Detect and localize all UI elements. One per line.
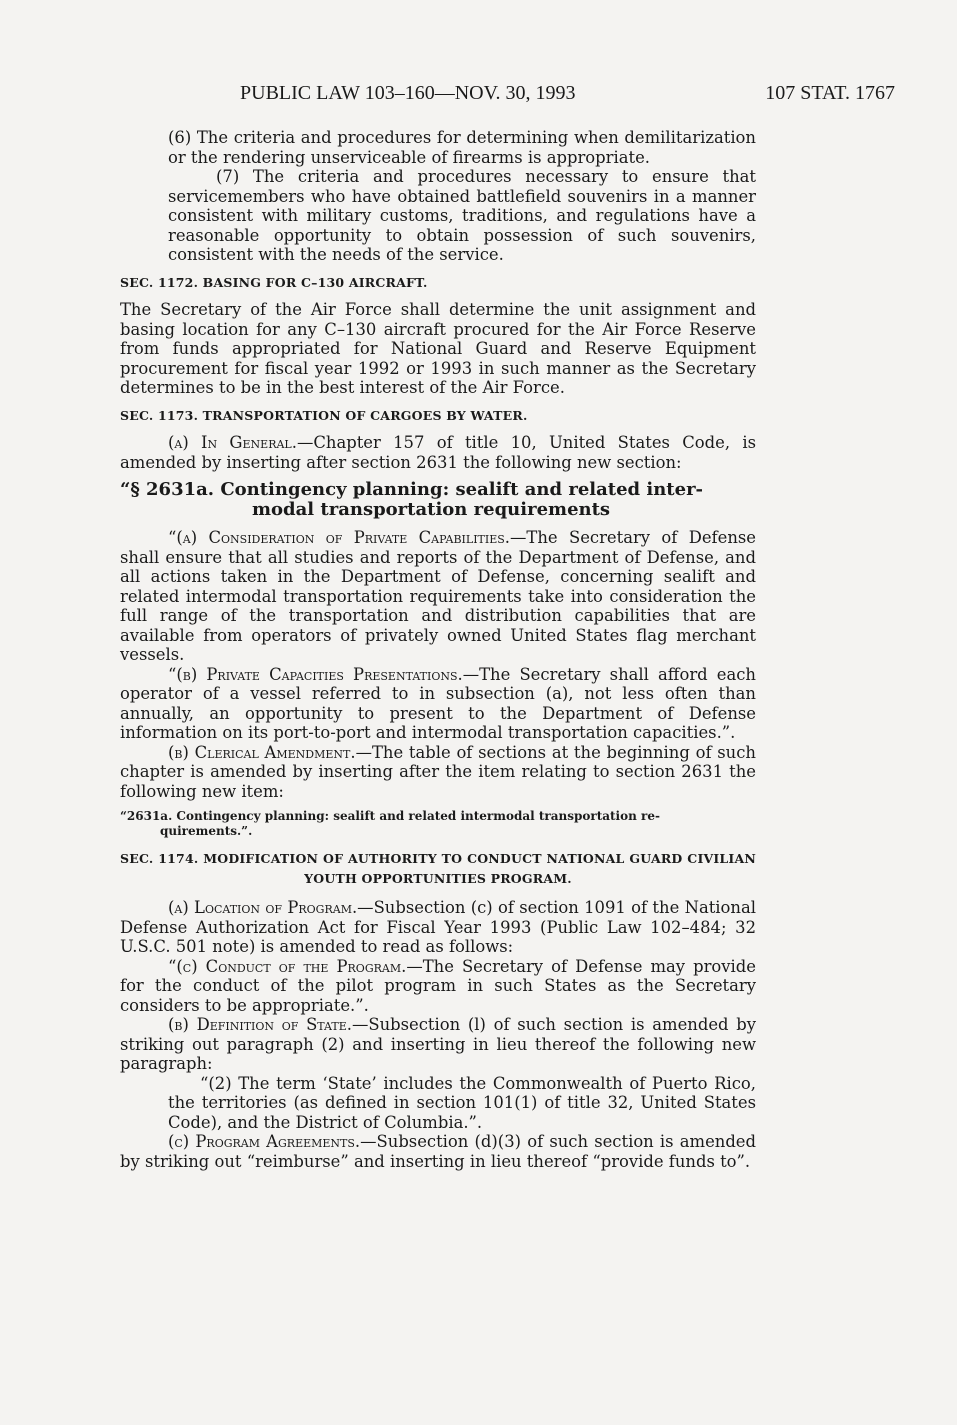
section-2631a-b-text: —The Secretary shall afford each operator of a vessel referred to in subsection (a), not less often than annually, an opportunity to present to the Department of Defense information on its port-to-port and intermodal transportation capacities.”. xyxy=(120,664,756,742)
paragraph-6: (6) The criteria and procedures for determining when demilitarization or the rendering unserviceable of firearms is appropriate. xyxy=(168,128,756,167)
section-1174-a xyxy=(120,898,756,957)
section-1173-a xyxy=(120,433,756,472)
section-2631a-a xyxy=(120,528,756,665)
section-1174-b-quote: “(2) The term ‘State’ includes the Commonwealth of Puerto Rico, the territories (as defined in section 101(1) of title 32, United States Code), and the District of Columbia.”. xyxy=(168,1073,756,1132)
section-1174-b-text: —Subsection (l) of such section is amended by striking out paragraph (2) and inserting in lieu thereof the following new paragraph: xyxy=(120,1015,756,1073)
section-2631a-b xyxy=(120,665,756,743)
section-1173-heading: SEC. 1173. TRANSPORTATION OF CARGOES BY WATER. xyxy=(120,407,528,423)
section-1174-c-text: —Subsection (d)(3) of such section is amended by striking out “reimburse” and inserting in lieu thereof “provide funds to”. xyxy=(120,1132,757,1171)
section-2631a-a-text: —The Secretary of Defense shall ensure that all studies and reports of the Department of Defense, and all actions taken in the Department of Defense, concerning sealift and related intermodal transportation requirements take into consideration the full range of the transportation and distribution capabilities that are available from operators of privately owned United States flag merchant vessels. xyxy=(120,528,756,664)
section-1174-heading: SEC. 1174. MODIFICATION OF AUTHORITY TO CONDUCT NATIONAL GUARD CIVILIAN YOUTH OPPORTUNITIES PROGRAM. xyxy=(120,851,756,886)
section-1173-a-text: —Chapter 157 of title 10, United States Code, is amended by inserting after section 2631 the following new section: xyxy=(120,433,756,472)
header-citation: PUBLIC LAW 103–160—NOV. 30, 1993 xyxy=(240,82,576,104)
section-1172-text: The Secretary of the Air Force shall determine the unit assignment and basing location for any C–130 aircraft procured for the Air Force Reserve from funds appropriated for National Guard and Reserve Equipment procurement for fiscal year 1992 or 1993 in such manner as the Secretary determines to be in the best interest of the Air Force. xyxy=(120,300,756,397)
section-1174-a-label: (a) Location of Program. xyxy=(168,898,358,917)
section-1174-b xyxy=(120,1015,756,1074)
section-1173-b xyxy=(120,743,756,802)
section-1173-b-text: —The table of sections at the beginning of such chapter is amended by inserting after the item relating to section 2631 the following new item: xyxy=(120,742,756,801)
document-body xyxy=(120,128,756,1171)
table-of-sections-item: “2631a. Contingency planning: sealift and related intermodal transportation re- quirements.”. xyxy=(120,809,660,838)
section-2631a-b-label: “(b) Private Capacities Presentations. xyxy=(168,664,463,684)
section-1174-c-quote xyxy=(120,957,756,1016)
section-1174-c-quote-label: “(c) Conduct of the Program. xyxy=(168,956,407,976)
paragraph-7: (7) The criteria and procedures necessary to ensure that servicemembers who have obtained battlefield souvenirs in a manner consistent with military customs, traditions, and regulations have a reasonable opportunity to obtain possession of such souvenirs, consistent with the needs of the service. xyxy=(168,167,756,264)
section-1174-a-text: —Subsection (c) of section 1091 of the National Defense Authorization Act for Fiscal Year 1993 (Public Law 102–484; 32 U.S.C. 501 note) is amended to read as follows: xyxy=(120,898,756,956)
new-section-2631a-title: “§ 2631a. Contingency planning: sealift and related inter- modal transportation requirements xyxy=(120,479,704,520)
section-1173-b-label: (b) Clerical Amendment. xyxy=(168,742,356,762)
section-1174-c xyxy=(120,1132,756,1171)
section-1174-c-quote-text: —The Secretary of Defense may provide for the conduct of the pilot program in such States as the Secretary considers to be appropriate.”. xyxy=(120,956,756,1015)
section-1173-a-label: (a) In General. xyxy=(168,433,297,452)
section-2631a-a-label: “(a) Consideration of Private Capabilities. xyxy=(168,528,511,547)
section-1174-c-label: (c) Program Agreements. xyxy=(168,1132,361,1151)
section-1174-b-label: (b) Definition of State. xyxy=(168,1015,352,1034)
section-1172-heading: SEC. 1172. BASING FOR C–130 AIRCRAFT. xyxy=(120,274,428,290)
header-stat-page: 107 STAT. 1767 xyxy=(765,82,895,104)
